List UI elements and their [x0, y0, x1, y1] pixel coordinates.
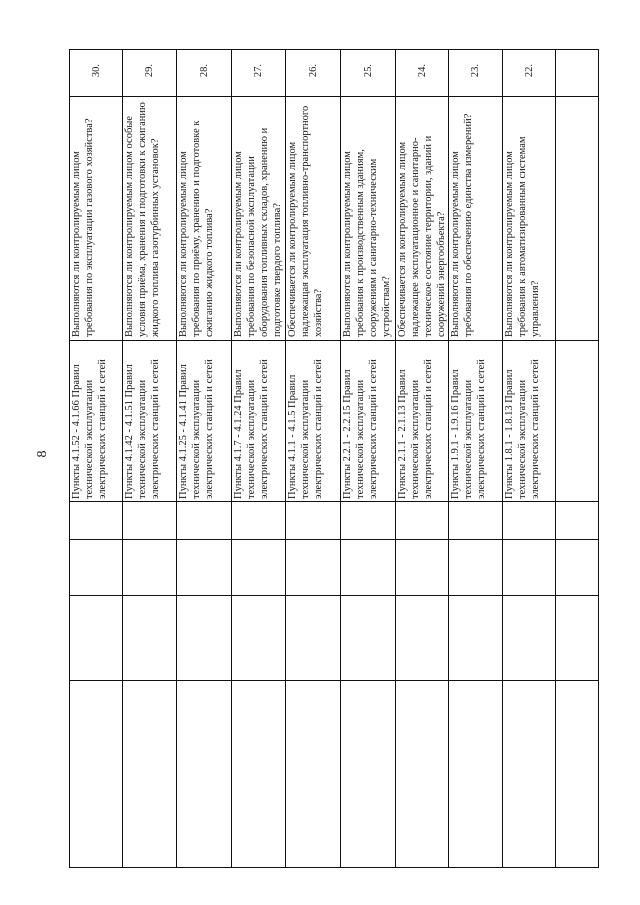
requirement-text: Обеспечивается ли контролируемым лицом надлежащее эксплуатационное и санитарно-техническое состояние территории, зданий и сооружений энергообъекта?	[396, 97, 449, 341]
notes-cell	[70, 681, 123, 868]
answer-cell	[396, 596, 449, 681]
row-number: 26.	[286, 50, 341, 97]
answer-cell	[123, 596, 177, 681]
answer-cell	[503, 596, 556, 681]
requirement-text: Выполняются ли контролируемым лицом требования к автоматизированным системам управления?	[503, 97, 556, 341]
answer-cell	[286, 540, 341, 596]
row-number: 30.	[70, 50, 123, 97]
answer-cell	[177, 540, 232, 596]
answer-cell	[503, 540, 556, 596]
answer-cell	[341, 540, 396, 596]
checklist-table	[69, 49, 599, 868]
answer-cell	[232, 540, 286, 596]
legal-reference: Пункты 4.1.25 - 4.1.41 Правил технической эксплуатации электрических станций и сетей	[177, 341, 232, 502]
answer-cell	[123, 502, 177, 540]
notes-cell	[556, 681, 599, 868]
empty-cell	[556, 50, 599, 97]
answer-cell	[70, 502, 123, 540]
legal-reference: Пункты 1.8.1 - 1.8.13 Правил технической эксплуатации электрических станций и сетей	[503, 341, 556, 502]
row-number: 25.	[341, 50, 396, 97]
answer-cell	[341, 502, 396, 540]
row-number: 27.	[232, 50, 286, 97]
answer-cell	[341, 596, 396, 681]
notes-cell	[123, 681, 177, 868]
legal-reference: Пункты 2.2.1 - 2.2.15 Правил технической эксплуатации электрических станций и сетей	[341, 341, 396, 502]
page-number: 8	[35, 450, 50, 458]
legal-reference: Пункты 4.1.1 - 4.1.5 Правил технической эксплуатации электрических станций и сетей	[286, 341, 341, 502]
legal-reference: Пункты 4.1.42 - 4.1.51 Правил технической эксплуатации электрических станций и сетей	[123, 341, 177, 502]
notes-cell	[177, 681, 232, 868]
legal-reference: Пункты 4.1.52 - 4.1.66 Правил технической эксплуатации электрических станций и сетей	[70, 341, 123, 502]
answer-cell	[396, 540, 449, 596]
row-number: 28.	[177, 50, 232, 97]
notes-cell	[286, 681, 341, 868]
answer-cell	[286, 502, 341, 540]
answer-cell	[177, 596, 232, 681]
empty-cell	[556, 341, 599, 502]
answer-cell	[232, 596, 286, 681]
requirement-text: Выполняются ли контролируемым лицом особые условия приёма, хранения и подготовки к сжиганию жидкого топлива газотурбинных установок?	[123, 97, 177, 341]
row-number: 22.	[503, 50, 556, 97]
requirement-text: Выполняются ли контролируемым лицом требования к производственным зданиям, сооружениям и санитарно-техническим устройствам?	[341, 97, 396, 341]
row-number: 23.	[449, 50, 503, 97]
notes-row	[70, 681, 599, 868]
answer-cell	[556, 540, 599, 596]
notes-cell	[503, 681, 556, 868]
answer-yes-row	[70, 502, 599, 540]
answer-no-row	[70, 540, 599, 596]
question-row	[70, 97, 599, 341]
answer-cell	[177, 502, 232, 540]
legal-reference: Пункты 4.1.7 - 4.1.24 Правил технической эксплуатации электрических станций и сетей	[232, 341, 286, 502]
notes-cell	[232, 681, 286, 868]
answer-cell	[449, 502, 503, 540]
number-row	[70, 50, 599, 97]
requirement-text: Выполняются ли контролируемым лицом требования по безопасной эксплуатации оборудования топливных складов, хранению и подготовке твердого топлива?	[232, 97, 286, 341]
answer-cell	[449, 596, 503, 681]
notes-cell	[396, 681, 449, 868]
answer-cell	[286, 596, 341, 681]
reference-row	[70, 341, 599, 502]
answer-cell	[556, 502, 599, 540]
notes-cell	[341, 681, 396, 868]
answer-cell	[70, 540, 123, 596]
requirement-text: Выполняются ли контролируемым лицом требования по обеспечению единства измерений?	[449, 97, 503, 341]
answer-cell	[70, 596, 123, 681]
legal-reference: Пункты 1.9.1 - 1.9.16 Правил технической эксплуатации электрических станций и сетей	[449, 341, 503, 502]
notes-cell	[449, 681, 503, 868]
answer-cell	[396, 502, 449, 540]
answer-cell	[123, 540, 177, 596]
empty-cell	[556, 97, 599, 341]
answer-na-row	[70, 596, 599, 681]
answer-cell	[503, 502, 556, 540]
row-number: 29.	[123, 50, 177, 97]
requirement-text: Выполняются ли контролируемым лицом требования по приёму, хранению и подготовке к сжиганию жидкого топлива?	[177, 97, 232, 341]
answer-cell	[449, 540, 503, 596]
requirement-text: Обеспечивается ли контролируемым лицом надлежащая эксплуатация топливно-транспортного хозяйства?	[286, 97, 341, 341]
answer-cell	[556, 596, 599, 681]
requirement-text: Выполняются ли контролируемым лицом требования по эксплуатации газового хозяйства?	[70, 97, 123, 341]
legal-reference: Пункты 2.1.1 - 2.1.13 Правил технической эксплуатации электрических станций и сетей	[396, 341, 449, 502]
row-number: 24.	[396, 50, 449, 97]
answer-cell	[232, 502, 286, 540]
